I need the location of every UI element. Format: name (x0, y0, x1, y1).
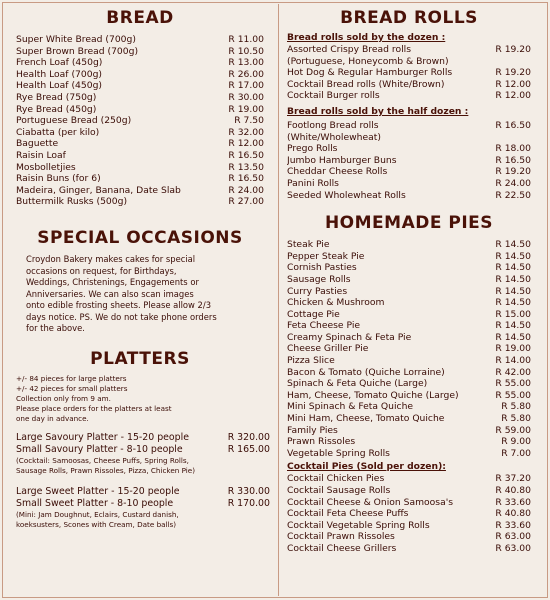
list-item (287, 425, 531, 437)
item-price: R 30.00 (228, 91, 264, 103)
list-item (287, 543, 531, 555)
item-price: R 9.00 (501, 436, 531, 448)
item-name: Rye Bread (750g) (16, 91, 97, 103)
item-price: R 14.50 (495, 297, 531, 309)
paragraph-line: Weddings, Christenings, Engagements or (26, 277, 199, 288)
list-item (287, 378, 531, 390)
item-price: R 14.50 (495, 273, 531, 285)
item-price: R 63.00 (495, 542, 531, 554)
list-item (287, 155, 531, 167)
item-name: Madeira, Ginger, Banana, Date Slab (16, 184, 181, 196)
item-price (527, 56, 531, 68)
item-price: R 7.50 (234, 115, 264, 127)
item-price: R 19.20 (495, 67, 531, 79)
list-item (287, 120, 531, 132)
item-name: Cheese Griller Pie (287, 343, 369, 355)
paragraph-line: days notice. PS. We do not take phone orders (26, 311, 217, 322)
list-item (287, 343, 531, 355)
item-name: Cheddar Cheese Rolls (287, 166, 388, 178)
half-dozen-heading: Bread rolls sold by the half dozen : (287, 105, 469, 117)
list-item (16, 498, 270, 510)
item-price: R 5.80 (501, 401, 531, 413)
item-price: R 12.00 (495, 90, 531, 102)
item-name: Raisin Buns (for 6) (16, 173, 101, 185)
platter-description: (Mini: Jam Doughnut, Eclairs, Custard danish, (16, 510, 179, 520)
item-price: R 12.00 (228, 138, 264, 150)
bread-rolls-title: BREAD ROLLS (340, 8, 478, 28)
list-item (16, 46, 264, 58)
list-item (16, 57, 264, 69)
list-item (287, 413, 531, 425)
platter-description: Sausage Rolls, Prawn Rissoles, Pizza, Chicken Pie) (16, 466, 195, 476)
item-price: R 17.00 (228, 80, 264, 92)
list-item (16, 196, 264, 208)
item-price: R 7.00 (501, 447, 531, 459)
item-price: R 320.00 (227, 432, 270, 444)
list-item (16, 115, 264, 127)
item-name: Small Sweet Platter - 8-10 people (16, 498, 174, 510)
list-item (287, 531, 531, 543)
item-price: R 14.50 (495, 239, 531, 251)
list-item (287, 320, 531, 332)
list-item (287, 190, 531, 202)
item-name: Creamy Spinach & Feta Pie (287, 331, 412, 343)
bread-title: BREAD (106, 8, 174, 28)
item-price: R 19.00 (495, 343, 531, 355)
cocktail-pies-heading: Cocktail Pies (Sold per dozen): (287, 461, 446, 473)
homemade-pies-title: HOMEMADE PIES (324, 213, 494, 234)
sweet-platters (6, 486, 274, 530)
item-name: Pepper Steak Pie (287, 250, 365, 262)
item-price: R 55.00 (495, 378, 531, 390)
list-item (287, 448, 531, 460)
right-column (287, 8, 531, 555)
note-line: +/- 42 pieces for small platters (16, 384, 128, 394)
item-price: R 16.50 (495, 154, 531, 166)
item-name: Cocktail Vegetable Spring Rolls (287, 519, 430, 531)
item-price: R 14.50 (495, 250, 531, 262)
item-price: R 16.50 (228, 173, 264, 185)
item-name: Cocktail Prawn Rissoles (287, 531, 395, 543)
list-item (16, 185, 264, 197)
item-name: Mini Ham, Cheese, Tomato Quiche (287, 413, 445, 425)
item-name: Baguette (16, 138, 59, 150)
list-item (287, 332, 531, 344)
item-name: Portuguese Bread (250g) (16, 115, 132, 127)
item-name: Hot Dog & Regular Hamburger Rolls (287, 67, 453, 79)
list-item (287, 390, 531, 402)
item-name: Pizza Slice (287, 355, 335, 367)
item-price: R 32.00 (228, 126, 264, 138)
platters-notes (6, 374, 274, 424)
item-price: R 170.00 (227, 498, 270, 510)
list-item (16, 432, 270, 444)
list-item (287, 90, 531, 102)
dozen-heading: Bread rolls sold by the dozen : (287, 32, 446, 43)
list-item (287, 497, 531, 509)
special-occasions-title: SPECIAL OCCASIONS (37, 227, 243, 248)
item-price: R 18.00 (495, 143, 531, 155)
list-item (287, 367, 531, 379)
list-item (287, 485, 531, 497)
list-item (16, 80, 264, 92)
item-name: Seeded Wholewheat Rolls (287, 189, 406, 201)
item-name: Vegetable Spring Rolls (287, 447, 390, 459)
list-item (287, 166, 531, 178)
paragraph-line: occasions on request, for Birthdays, (26, 265, 177, 276)
list-item (16, 486, 270, 498)
item-name: Cocktail Sausage Rolls (287, 485, 391, 496)
item-name: Chicken & Mushroom (287, 297, 385, 309)
item-name: Cocktail Burger rolls (287, 90, 380, 102)
item-name: Bacon & Tomato (Quiche Lorraine) (287, 366, 445, 378)
item-name: Small Savoury Platter - 8-10 people (16, 444, 183, 456)
savoury-platters (6, 432, 274, 476)
item-price: R 14.00 (495, 355, 531, 367)
pies-list (287, 239, 531, 459)
item-price: R 11.00 (228, 34, 264, 45)
list-item (287, 239, 531, 251)
item-price: R 14.50 (495, 262, 531, 274)
item-name: Footlong Bread rolls (287, 119, 379, 131)
item-price: R 22.50 (495, 189, 531, 201)
item-price: R 37.20 (495, 473, 531, 485)
item-price: R 24.00 (495, 177, 531, 189)
cocktail-pies-list (287, 473, 531, 554)
item-name: Sausage Rolls (287, 273, 351, 285)
item-price: R 16.50 (495, 119, 531, 131)
list-item (287, 132, 531, 144)
item-name: Prego Rolls (287, 143, 338, 155)
item-price: R 12.00 (495, 78, 531, 90)
item-price: R 13.00 (228, 57, 264, 69)
item-name: Assorted Crispy Bread rolls (287, 44, 411, 55)
list-item (16, 127, 264, 139)
item-price: R 10.50 (228, 45, 264, 57)
item-name: Mini Spinach & Feta Quiche (287, 401, 414, 413)
item-name: Cottage Pie (287, 308, 340, 320)
list-item (287, 520, 531, 532)
list-item (16, 69, 264, 81)
item-price: R 19.20 (495, 44, 531, 55)
item-name: Cornish Pasties (287, 262, 357, 274)
item-price: R 14.50 (495, 285, 531, 297)
column-divider (278, 4, 279, 596)
list-item (16, 104, 264, 116)
item-price: R 40.80 (495, 485, 531, 496)
item-name: Rye Bread (450g) (16, 103, 97, 115)
item-price: R 13.50 (228, 161, 264, 173)
item-name: Spinach & Feta Quiche (Large) (287, 378, 428, 390)
platter-description: koeksusters, Scones with Cream, Date balls) (16, 520, 177, 530)
item-price: R 55.00 (495, 389, 531, 401)
item-name: Ham, Cheese, Tomato Quiche (Large) (287, 389, 459, 401)
list-item (16, 34, 264, 46)
list-item (287, 56, 531, 68)
list-item (287, 67, 531, 79)
item-price: R 59.00 (495, 424, 531, 436)
item-price: R 33.60 (495, 496, 531, 508)
special-occasions-text (6, 254, 274, 335)
item-price: R 14.50 (495, 331, 531, 343)
list-item (287, 309, 531, 321)
list-item (287, 436, 531, 448)
item-name: Health Loaf (450g) (16, 80, 102, 92)
item-price: R 27.00 (228, 196, 264, 208)
list-item (287, 286, 531, 298)
note-line: Collection only from 9 am. (16, 394, 111, 404)
note-line: +/- 84 pieces for large platters (16, 374, 127, 384)
item-name: Feta Cheese Pie (287, 320, 361, 332)
item-price: R 40.80 (495, 508, 531, 520)
paragraph-line: Croydon Bakery makes cakes for special (26, 253, 196, 264)
item-name: Cocktail Feta Cheese Puffs (287, 508, 409, 520)
list-item (287, 178, 531, 190)
list-item (287, 401, 531, 413)
left-column (6, 8, 274, 530)
item-name: (White/Wholewheat) (287, 131, 381, 143)
item-price: R 14.50 (495, 320, 531, 332)
paragraph-line: for the above. (26, 323, 85, 334)
item-price: R 330.00 (227, 486, 270, 498)
item-price: R 42.00 (495, 366, 531, 378)
item-name: Buttermilk Rusks (500g) (16, 196, 128, 208)
item-name: (Portuguese, Honeycomb & Brown) (287, 55, 449, 67)
item-price: R 15.00 (495, 308, 531, 320)
item-name: Raisin Loaf (16, 149, 66, 161)
list-item (287, 143, 531, 155)
platters-title: PLATTERS (90, 349, 190, 370)
bread-list (6, 34, 274, 208)
paragraph-line: onto edible frosting sheets. Please allow 2/3 (26, 300, 212, 311)
note-line: Please place orders for the platters at least (16, 404, 172, 414)
item-name: Cocktail Cheese & Onion Samoosa's (287, 496, 454, 508)
list-item (16, 162, 264, 174)
list-item (16, 444, 270, 456)
item-price: R 16.50 (228, 149, 264, 161)
item-name: Prawn Rissoles (287, 436, 356, 448)
list-item (16, 173, 264, 185)
item-name: Cocktail Chicken Pies (287, 473, 385, 485)
item-price (527, 132, 531, 144)
list-item (287, 262, 531, 274)
list-item (287, 355, 531, 367)
item-name: Health Loaf (700g) (16, 68, 102, 80)
item-price: R 33.60 (495, 519, 531, 531)
item-name: Large Sweet Platter - 15-20 people (16, 486, 180, 498)
item-price: R 19.00 (228, 103, 264, 115)
item-price: R 24.00 (228, 184, 264, 196)
list-item (287, 473, 531, 485)
item-name: French Loaf (450g) (16, 57, 103, 69)
item-name: Family Pies (287, 424, 338, 436)
platter-description: (Cocktail: Samoosas, Cheese Puffs, Spring Rolls, (16, 456, 189, 466)
item-name: Super White Bread (700g) (16, 34, 136, 45)
list-item (16, 150, 264, 162)
item-name: Cocktail Bread rolls (White/Brown) (287, 78, 445, 90)
item-name: Cocktail Cheese Grillers (287, 542, 397, 554)
item-price: R 26.00 (228, 68, 264, 80)
item-name: Jumbo Hamburger Buns (287, 154, 397, 166)
item-price: R 5.80 (501, 413, 531, 425)
paragraph-line: Anniversaries. We can also scan images (26, 288, 194, 299)
list-item (287, 251, 531, 263)
item-name: Panini Rolls (287, 177, 339, 189)
item-name: Steak Pie (287, 239, 330, 251)
item-name: Super Brown Bread (700g) (16, 45, 139, 57)
item-name: Large Savoury Platter - 15-20 people (16, 432, 189, 444)
list-item (16, 92, 264, 104)
list-item (287, 44, 531, 56)
note-line: one day in advance. (16, 414, 89, 424)
item-price: R 19.20 (495, 166, 531, 178)
item-name: Ciabatta (per kilo) (16, 126, 100, 138)
item-name: Curry Pasties (287, 285, 348, 297)
item-price: R 63.00 (495, 531, 531, 543)
item-price: R 165.00 (227, 444, 270, 456)
list-item (287, 79, 531, 91)
list-item (287, 274, 531, 286)
list-item (16, 138, 264, 150)
list-item (287, 508, 531, 520)
list-item (287, 297, 531, 309)
item-name: Mosbolletjies (16, 161, 76, 173)
